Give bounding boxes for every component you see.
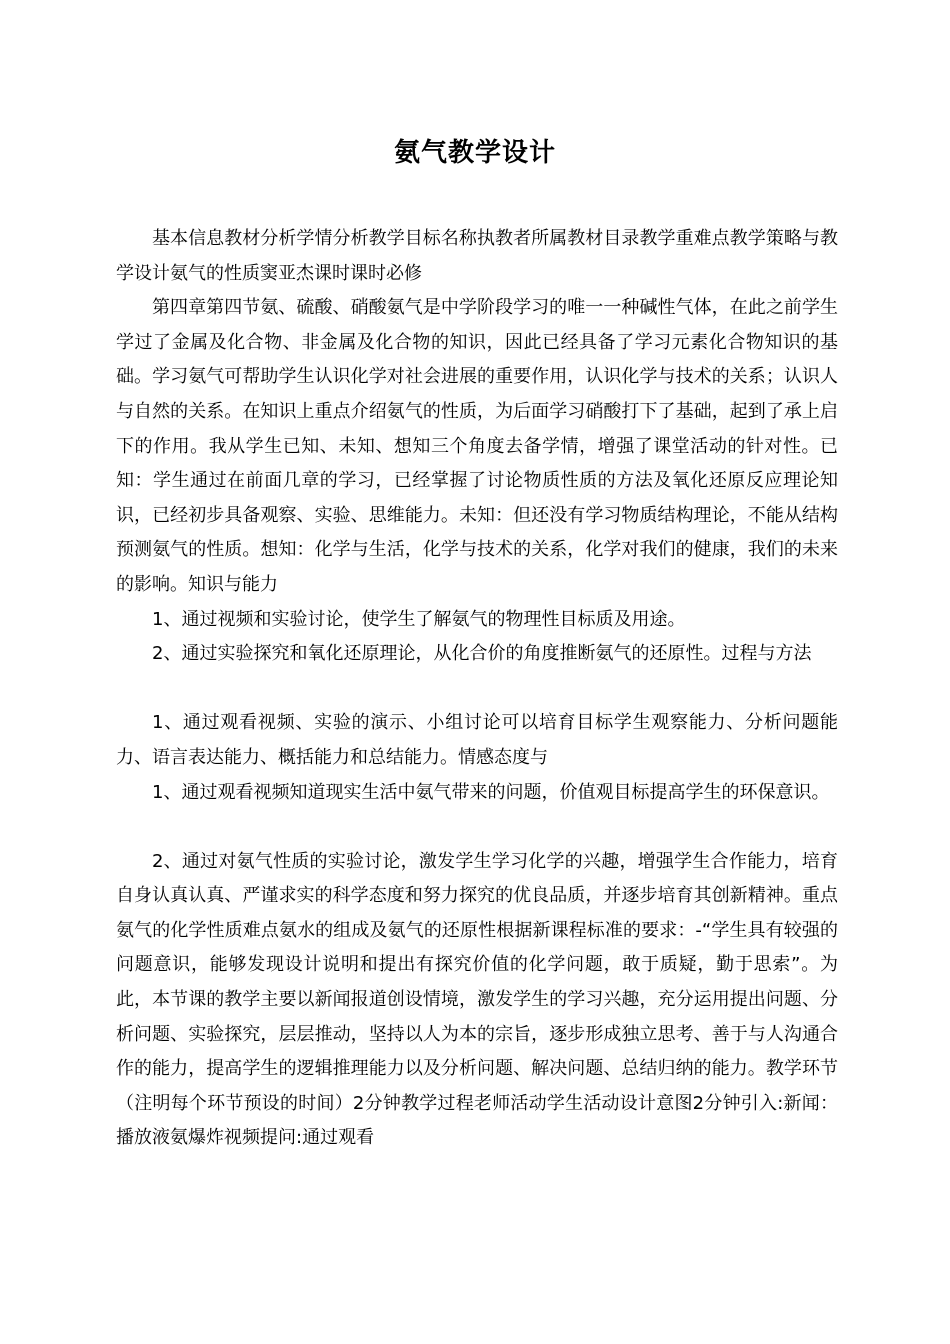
document-body <box>116 222 838 1156</box>
paragraph-emotion-2: 2、通过对氨气性质的实验讨论，激发学生学习化学的兴趣，增强学生合作能力，培育自身认真认真、严谨求实的科学态度和努力探究的优良品质，并逐步培育其创新精神。重点氨气的化学性质难点氨水的组成及氨气的还原性根据新课程标准的要求：-“学生具有较强的问题意识，能够发现设计说明和提出有探究价值的化学问题，敢于质疑，勤于思索”。为此，本节课的教学主要以新闻报道创设情境，激发学生的学习兴趣，充分运用提出问题、分析问题、实验探究，层层推动，坚持以人为本的宗旨，逐步形成独立思考、善于与人沟通合作的能力，提高学生的逻辑推理能力以及分析问题、解决问题、总结归纳的能力。教学环节（注明每个环节预设的时间）2分钟教学过程老师活动学生活动设计意图2分钟引入:新闻：播放液氨爆炸视频提问:通过观看 <box>116 850 838 1149</box>
paragraph-analysis: 第四章第四节氨、硫酸、硝酸氨气是中学阶段学习的唯一一种碱性气体，在此之前学生学过了金属及化合物、非金属及化合物的知识，因此已经具备了学习元素化合物知识的基础。学习氨气可帮助学生认识化学对社会进展的重要作用，认识化学与技术的关系；认识人与自然的关系。在知识上重点介绍氨气的性质，为后面学习硝酸打下了基础，起到了承上启下的作用。我从学生已知、未知、想知三个角度去备学情，增强了课堂活动的针对性。已知：学生通过在前面几章的学习，已经掌握了讨论物质性质的方法及氧化还原反应理论知识，已经初步具备观察、实验、思维能力。未知：但还没有学习物质结构理论，不能从结构预测氨气的性质。想知：化学与生活，化学与技术的关系，化学对我们的健康，我们的未来的影响。知识与能力 <box>116 297 838 595</box>
paragraph-goal-2: 2、通过实验探究和氧化还原理论，从化合价的角度推断氨气的还原性。过程与方法 <box>152 643 812 665</box>
paragraph-process-method: 1、通过观看视频、实验的演示、小组讨论可以培育目标学生观察能力、分析问题能力、语言表达能力、概括能力和总结能力。情感态度与 <box>116 712 838 768</box>
paragraph-basic-info: 基本信息教材分析学情分析教学目标名称执教者所属教材目录教学重难点教学策略与教学设计氨气的性质窦亚杰课时课时必修 <box>116 228 838 284</box>
paragraph-emotion-1: 1、通过观看视频知道现实生活中氨气带来的问题，价值观目标提高学生的环保意识。 <box>152 781 830 803</box>
paragraph-goal-1: 1、通过视频和实验讨论，使学生了解氨气的物理性目标质及用途。 <box>152 608 686 630</box>
document-title: 氨气教学设计 <box>393 138 556 168</box>
